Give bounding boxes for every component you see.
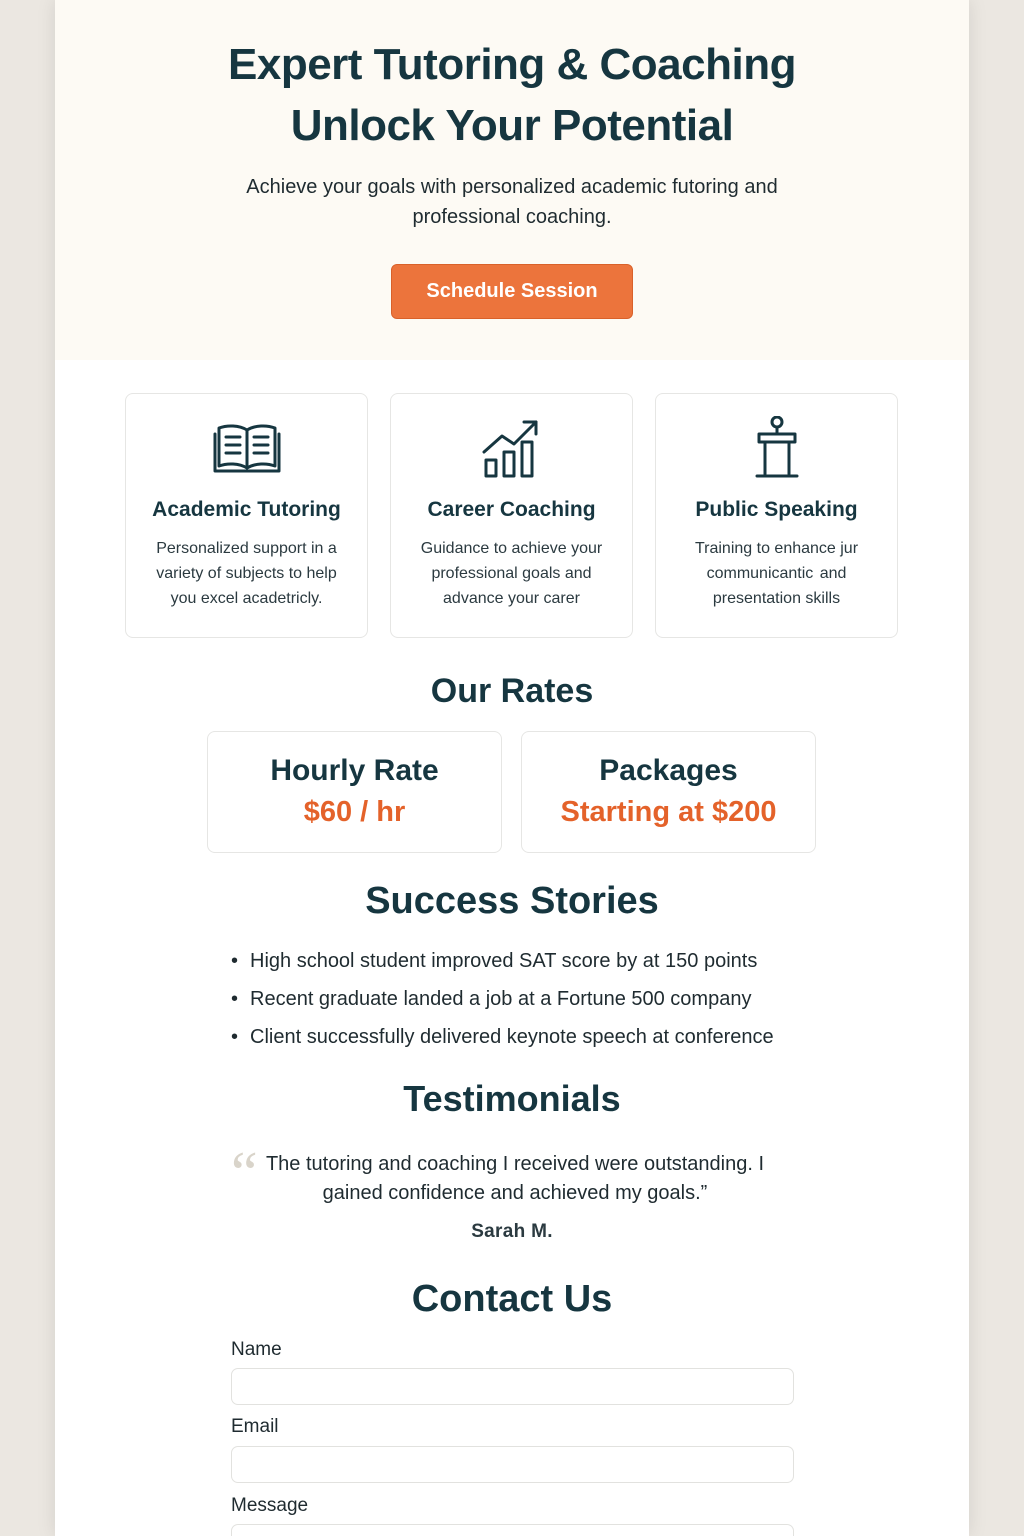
- name-field[interactable]: [231, 1368, 794, 1405]
- success-stories-list: [231, 942, 831, 1056]
- list-item: • Client successfully delivered keynote speech at conference: [231, 1018, 831, 1056]
- rate-card-packages: [521, 731, 816, 853]
- service-card-academic-tutoring: [125, 393, 368, 638]
- rate-label: Packages: [599, 754, 738, 787]
- service-card-career-coaching: [390, 393, 633, 638]
- list-item: • Recent graduate landed a job at a Fortune 500 company: [231, 980, 831, 1018]
- email-field[interactable]: [231, 1446, 794, 1483]
- service-title: Career Coaching: [427, 498, 596, 521]
- schedule-session-button[interactable]: Schedule Session: [391, 264, 633, 319]
- testimonial-author: Sarah M.: [471, 1221, 553, 1242]
- rate-card-hourly: [207, 731, 502, 853]
- service-card-public-speaking: [655, 393, 898, 638]
- growth-chart-icon: [476, 416, 548, 480]
- rate-value: $60 / hr: [303, 796, 406, 828]
- email-label: Email: [231, 1416, 279, 1437]
- contact-title: Contact Us: [411, 1278, 613, 1320]
- open-book-icon: [211, 416, 283, 480]
- landing-page: [55, 0, 969, 1536]
- hero-section: [55, 0, 969, 360]
- service-description: Guidance to achieve your professional goals and advance your carer: [420, 540, 603, 607]
- rate-value: Starting at $200: [560, 796, 777, 828]
- message-field[interactable]: [231, 1524, 794, 1536]
- service-title: Public Speaking: [695, 498, 858, 521]
- hero-title-line2: Unlock Your Potential: [290, 101, 734, 150]
- quote-mark-icon: “: [231, 1140, 258, 1206]
- rates-title: Our Rates: [430, 672, 594, 710]
- service-title: Academic Tutoring: [152, 498, 341, 521]
- name-label: Name: [231, 1339, 282, 1360]
- podium-icon: [741, 416, 813, 480]
- service-description: Training to enhance jur communicantic and presentation skills: [694, 540, 859, 607]
- hero-subtitle: Achieve your goals with personalized academic futoring and professional coaching.: [246, 176, 778, 228]
- testimonials-title: Testimonials: [403, 1078, 621, 1119]
- hero-title: [55, 34, 969, 156]
- services-row: [125, 393, 898, 638]
- testimonial-quote: The tutoring and coaching I received were outstanding. I gained confidence and achieved my goals.”: [265, 1153, 765, 1204]
- service-description: Personalized support in a variety of subjects to help you excel acadetricly.: [156, 540, 337, 607]
- hero-title-line1: Expert Tutoring & Coaching: [228, 40, 796, 89]
- list-item: • High school student improved SAT score by at 150 points: [231, 942, 831, 980]
- rate-label: Hourly Rate: [270, 754, 439, 787]
- message-label: Message: [231, 1495, 309, 1516]
- success-stories-title: Success Stories: [365, 880, 659, 922]
